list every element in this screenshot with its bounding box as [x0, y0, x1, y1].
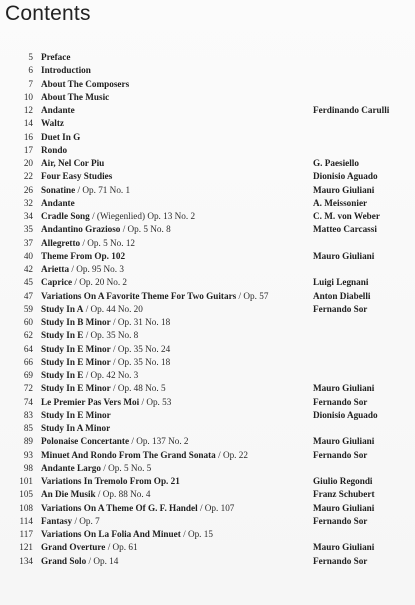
- toc-piece-title: Caprice: [41, 277, 73, 288]
- toc-entry[interactable]: [0, 515, 415, 528]
- toc-piece-title-line: [41, 91, 109, 104]
- toc-piece-title-line: [41, 449, 248, 462]
- toc-page-number: 12: [23, 105, 33, 115]
- toc-page-number: 42: [23, 264, 33, 274]
- toc-piece-title-line: [41, 555, 118, 568]
- toc-composer: C. M. von Weber: [313, 211, 380, 221]
- toc-entry[interactable]: [0, 382, 415, 395]
- toc-piece-title-line: [41, 462, 151, 475]
- toc-piece-title-line: [41, 409, 111, 422]
- toc-piece-title: Study In B Minor: [41, 317, 111, 327]
- toc-piece-title: Andante: [41, 105, 75, 115]
- toc-piece-title-line: [41, 515, 100, 528]
- toc-entry[interactable]: [0, 528, 415, 541]
- toc-opus-detail: Op. 20 No. 2: [79, 277, 128, 288]
- toc-opus-detail: Op. 35 No. 24: [117, 343, 171, 354]
- toc-entry[interactable]: [0, 541, 415, 554]
- toc-opus-detail: Op. 71 No. 1: [82, 184, 131, 195]
- toc-piece-title: An Die Musik: [41, 489, 96, 500]
- toc-piece-title: Study In E Minor: [41, 343, 111, 354]
- toc-piece-title: Fantasy: [41, 515, 73, 526]
- toc-separator: /: [110, 317, 118, 327]
- toc-piece-title: Andante Largo: [41, 462, 101, 473]
- toc-opus-detail: Op. 42 No. 3: [90, 370, 139, 380]
- toc-entry[interactable]: [0, 144, 415, 157]
- toc-separator: /: [75, 184, 83, 195]
- toc-page-number: 69: [23, 370, 33, 380]
- toc-composer: Fernando Sor: [313, 449, 368, 460]
- toc-piece-title-line: [41, 488, 151, 501]
- toc-piece-title-line: [41, 131, 80, 144]
- toc-page-number: 105: [19, 489, 33, 500]
- toc-page-number: 59: [23, 303, 33, 314]
- toc-piece-title-line: [41, 197, 75, 210]
- toc-separator: /: [110, 356, 118, 367]
- toc-page-number: 108: [19, 502, 33, 513]
- toc-piece-title: Variations On A Favorite Theme For Two Guitars: [41, 290, 237, 301]
- toc-opus-detail: Op. 22: [222, 449, 248, 460]
- toc-piece-title-line: [41, 290, 268, 303]
- toc-composer: Giulio Regondi: [313, 476, 373, 486]
- toc-piece-title: Study In E Minor: [41, 383, 111, 394]
- toc-piece-title: Grand Solo: [41, 555, 87, 566]
- toc-piece-title-line: [41, 144, 67, 157]
- toc-piece-title: Air, Nel Cor Piu: [41, 158, 105, 168]
- toc-separator: /: [120, 224, 128, 235]
- toc-composer: G. Paesiello: [313, 158, 359, 168]
- toc-piece-title: Study In E: [41, 330, 84, 341]
- toc-page-number: 47: [23, 290, 33, 301]
- toc-opus-detail: Op. 5 No. 8: [127, 224, 171, 235]
- toc-page-number: 32: [23, 197, 33, 208]
- toc-piece-title: Study In E Minor: [41, 409, 111, 420]
- toc-entry[interactable]: [0, 462, 415, 475]
- toc-opus-detail: Op. 5 No. 12: [87, 237, 136, 248]
- toc-page-number: 16: [23, 131, 33, 142]
- toc-composer: Matteo Carcassi: [313, 224, 377, 235]
- toc-page-number: 6: [28, 65, 33, 76]
- toc-piece-title: Polonaise Concertante: [41, 436, 130, 447]
- toc-piece-title-line: [41, 237, 135, 250]
- toc-piece-title-line: [41, 250, 125, 263]
- toc-piece-title-line: [41, 343, 170, 356]
- toc-entry[interactable]: [0, 303, 415, 316]
- toc-composer: Fernando Sor: [313, 303, 368, 314]
- toc-piece-title: Rondo: [41, 144, 68, 155]
- toc-opus-detail: Op. 95 No. 3: [76, 264, 124, 274]
- toc-piece-title: Waltz: [41, 118, 64, 129]
- toc-piece-title-line: [41, 210, 195, 223]
- toc-entry[interactable]: [0, 197, 415, 210]
- toc-page-number: 60: [23, 317, 33, 327]
- toc-piece-title-line: [41, 303, 143, 316]
- toc-composer: Fernando Sor: [313, 515, 368, 526]
- toc-piece-title: About The Composers: [41, 78, 130, 89]
- toc-piece-title: Variations In Tremolo From Op. 21: [41, 476, 180, 486]
- toc-piece-title: Study In E Minor: [41, 356, 111, 367]
- toc-piece-title: Le Premier Pas Vers Moi: [41, 396, 140, 407]
- toc-opus-detail: Op. 44 No. 20: [90, 303, 143, 314]
- toc-entry[interactable]: [0, 184, 415, 197]
- toc-piece-title: Four Easy Studies: [41, 171, 113, 182]
- toc-piece-title: Theme From Op. 102: [41, 250, 126, 261]
- toc-page-number: 98: [23, 462, 33, 473]
- toc-page-number: 72: [23, 383, 33, 394]
- toc-page-number: 26: [23, 184, 33, 195]
- toc-piece-title: Andante: [41, 197, 75, 208]
- toc-entry[interactable]: [0, 91, 415, 104]
- toc-page-number: 93: [23, 449, 33, 460]
- toc-piece-title-line: [41, 104, 75, 117]
- toc-separator: /: [215, 449, 223, 460]
- toc-page-number: 40: [23, 250, 33, 261]
- toc-separator: /: [69, 264, 77, 274]
- toc-composer: Dionisio Aguado: [313, 171, 378, 182]
- toc-page-number: 117: [19, 529, 33, 539]
- toc-opus-detail: Op. 35 No. 18: [117, 356, 171, 367]
- toc-piece-title-line: [41, 422, 110, 435]
- toc-separator: /: [89, 211, 97, 221]
- toc-entry[interactable]: [0, 64, 415, 77]
- toc-piece-title: Study In E: [41, 370, 84, 380]
- toc-entry[interactable]: [0, 210, 415, 223]
- toc-separator: /: [83, 370, 91, 380]
- toc-entry[interactable]: [0, 170, 415, 183]
- toc-page-number: 114: [19, 515, 33, 526]
- toc-page-number: 45: [23, 277, 33, 288]
- toc-entry[interactable]: [0, 290, 415, 303]
- toc-entry[interactable]: [0, 131, 415, 144]
- toc-page-number: 14: [23, 118, 33, 129]
- toc-piece-title: Allegretto: [41, 237, 81, 248]
- toc-piece-title-line: [41, 502, 234, 515]
- toc-piece-title-line: [41, 316, 170, 329]
- toc-page-number: 74: [23, 396, 33, 407]
- toc-composer: Dionisio Aguado: [313, 409, 378, 420]
- toc-composer: Luigi Legnani: [313, 277, 369, 288]
- toc-piece-title-line: [41, 329, 138, 342]
- toc-page-number: 34: [23, 211, 33, 221]
- toc-separator: /: [95, 489, 103, 500]
- toc-piece-title-line: [41, 475, 180, 488]
- toc-piece-title-line: [41, 263, 124, 276]
- toc-piece-title-line: [41, 541, 138, 554]
- toc-entry[interactable]: [0, 250, 415, 263]
- toc-piece-title: Study In A Minor: [41, 423, 111, 433]
- toc-entry[interactable]: [0, 104, 415, 117]
- toc-separator: /: [72, 277, 80, 288]
- toc-entry[interactable]: [0, 78, 415, 91]
- toc-entry[interactable]: [0, 555, 415, 568]
- toc-separator: /: [236, 290, 244, 301]
- toc-entry[interactable]: [0, 157, 415, 170]
- toc-separator: /: [83, 303, 91, 314]
- toc-piece-title: About The Music: [41, 91, 110, 102]
- toc-piece-title: Study In A: [41, 303, 84, 314]
- toc-piece-title: Variations On La Folia And Minuet: [41, 529, 181, 539]
- toc-entry[interactable]: [0, 502, 415, 515]
- toc-composer: Mauro Giuliani: [313, 184, 375, 195]
- toc-opus-detail: Op. 7: [79, 515, 100, 526]
- toc-composer: Ferdinando Carulli: [313, 105, 390, 115]
- toc-piece-title: Sonatine: [41, 184, 76, 195]
- toc-piece-title-line: [41, 396, 171, 409]
- toc-opus-detail: Op. 35 No. 8: [90, 330, 139, 341]
- toc-piece-title: Introduction: [41, 65, 91, 76]
- toc-separator: /: [129, 436, 137, 447]
- toc-separator: /: [110, 383, 118, 394]
- toc-piece-title: Arietta: [41, 264, 70, 274]
- toc-composer: Anton Diabelli: [313, 290, 371, 301]
- toc-entry[interactable]: [0, 223, 415, 236]
- toc-composer: Franz Schubert: [313, 489, 375, 500]
- toc-entry[interactable]: [0, 356, 415, 369]
- toc-entry[interactable]: [0, 237, 415, 250]
- table-of-contents: [0, 51, 415, 568]
- toc-entry[interactable]: [0, 329, 415, 342]
- toc-entry[interactable]: [0, 343, 415, 356]
- toc-piece-title-line: [41, 528, 213, 541]
- toc-piece-title-line: [41, 78, 129, 91]
- toc-page-number: 89: [23, 436, 33, 447]
- toc-separator: /: [110, 343, 118, 354]
- toc-entry[interactable]: [0, 369, 415, 382]
- toc-separator: /: [139, 396, 147, 407]
- toc-piece-title-line: [41, 51, 70, 64]
- toc-piece-title-line: [41, 435, 189, 448]
- toc-opus-detail: Op. 88 No. 4: [102, 489, 151, 500]
- toc-piece-title-line: [41, 157, 104, 170]
- toc-composer: Mauro Giuliani: [313, 383, 375, 394]
- toc-opus-detail: Op. 53: [146, 396, 172, 407]
- toc-page-number: 7: [28, 78, 33, 89]
- toc-entry[interactable]: [0, 117, 415, 130]
- toc-piece-title: Grand Overture: [41, 542, 106, 553]
- toc-separator: /: [72, 515, 80, 526]
- toc-piece-title-line: [41, 382, 166, 395]
- toc-piece-title-line: [41, 64, 91, 77]
- toc-opus-detail: Op. 61: [112, 542, 138, 553]
- toc-separator: /: [83, 330, 91, 341]
- toc-piece-title-line: [41, 369, 138, 382]
- toc-piece-title: Minuet And Rondo From The Grand Sonata: [41, 449, 216, 460]
- toc-composer: Mauro Giuliani: [313, 436, 375, 447]
- toc-opus-detail: (Wiegenlied) Op. 13 No. 2: [96, 211, 196, 221]
- toc-page-number: 134: [19, 555, 33, 566]
- toc-separator: /: [105, 542, 113, 553]
- toc-piece-title-line: [41, 356, 170, 369]
- toc-composer: Fernando Sor: [313, 555, 368, 566]
- toc-entry[interactable]: [0, 316, 415, 329]
- toc-page-number: 85: [23, 423, 33, 433]
- toc-separator: /: [80, 237, 88, 248]
- page-title: Contents: [5, 2, 91, 25]
- toc-page-number: 10: [23, 91, 33, 102]
- toc-separator: /: [100, 462, 109, 473]
- toc-opus-detail: Op. 48 No. 5: [117, 383, 166, 394]
- toc-page-number: 17: [23, 144, 33, 155]
- toc-entry[interactable]: [0, 435, 415, 448]
- toc-opus-detail: Op. 5 No. 5: [108, 462, 152, 473]
- toc-piece-title-line: [41, 184, 130, 197]
- toc-piece-title: Preface: [41, 52, 71, 62]
- toc-page-number: 121: [19, 542, 33, 553]
- toc-piece-title-line: [41, 117, 64, 130]
- toc-piece-title: Variations On A Theme Of G. F. Handel: [41, 502, 198, 513]
- toc-composer: A. Meissonier: [313, 197, 368, 208]
- toc-piece-title-line: [41, 276, 127, 289]
- toc-entry[interactable]: [0, 475, 415, 488]
- toc-entry[interactable]: [0, 449, 415, 462]
- toc-page-number: 62: [23, 330, 33, 341]
- toc-piece-title-line: [41, 223, 171, 236]
- toc-composer: Mauro Giuliani: [313, 250, 375, 261]
- toc-page-number: 5: [28, 52, 33, 62]
- toc-page-number: 66: [23, 356, 33, 367]
- toc-piece-title: Duet In G: [41, 131, 81, 142]
- toc-piece-title-line: [41, 170, 112, 183]
- toc-separator: /: [180, 529, 188, 539]
- toc-page-number: 64: [23, 343, 33, 354]
- toc-entry[interactable]: [0, 276, 415, 289]
- toc-page-number: 20: [23, 158, 33, 168]
- toc-opus-detail: Op. 107: [204, 502, 235, 513]
- toc-entry[interactable]: [0, 263, 415, 276]
- toc-page-number: 22: [23, 171, 33, 182]
- toc-opus-detail: Op. 137 No. 2: [136, 436, 189, 447]
- toc-composer: Mauro Giuliani: [313, 542, 375, 553]
- toc-piece-title: Andantino Grazioso: [41, 224, 121, 235]
- toc-page-number: 83: [23, 409, 33, 420]
- toc-page-number: 37: [23, 237, 33, 248]
- toc-separator: /: [197, 502, 205, 513]
- toc-page-number: 35: [23, 224, 33, 235]
- toc-opus-detail: Op. 15: [187, 529, 213, 539]
- toc-separator: /: [86, 555, 94, 566]
- toc-opus-detail: Op. 57: [243, 290, 269, 301]
- toc-entry[interactable]: [0, 409, 415, 422]
- toc-entry[interactable]: [0, 422, 415, 435]
- toc-entry[interactable]: [0, 396, 415, 409]
- toc-opus-detail: Op. 31 No. 18: [117, 317, 171, 327]
- toc-entry[interactable]: [0, 51, 415, 64]
- toc-entry[interactable]: [0, 488, 415, 501]
- toc-composer: Mauro Giuliani: [313, 502, 375, 513]
- toc-page-number: 101: [19, 476, 33, 486]
- toc-composer: Fernando Sor: [313, 396, 368, 407]
- toc-piece-title: Cradle Song: [41, 211, 90, 221]
- toc-opus-detail: Op. 14: [93, 555, 119, 566]
